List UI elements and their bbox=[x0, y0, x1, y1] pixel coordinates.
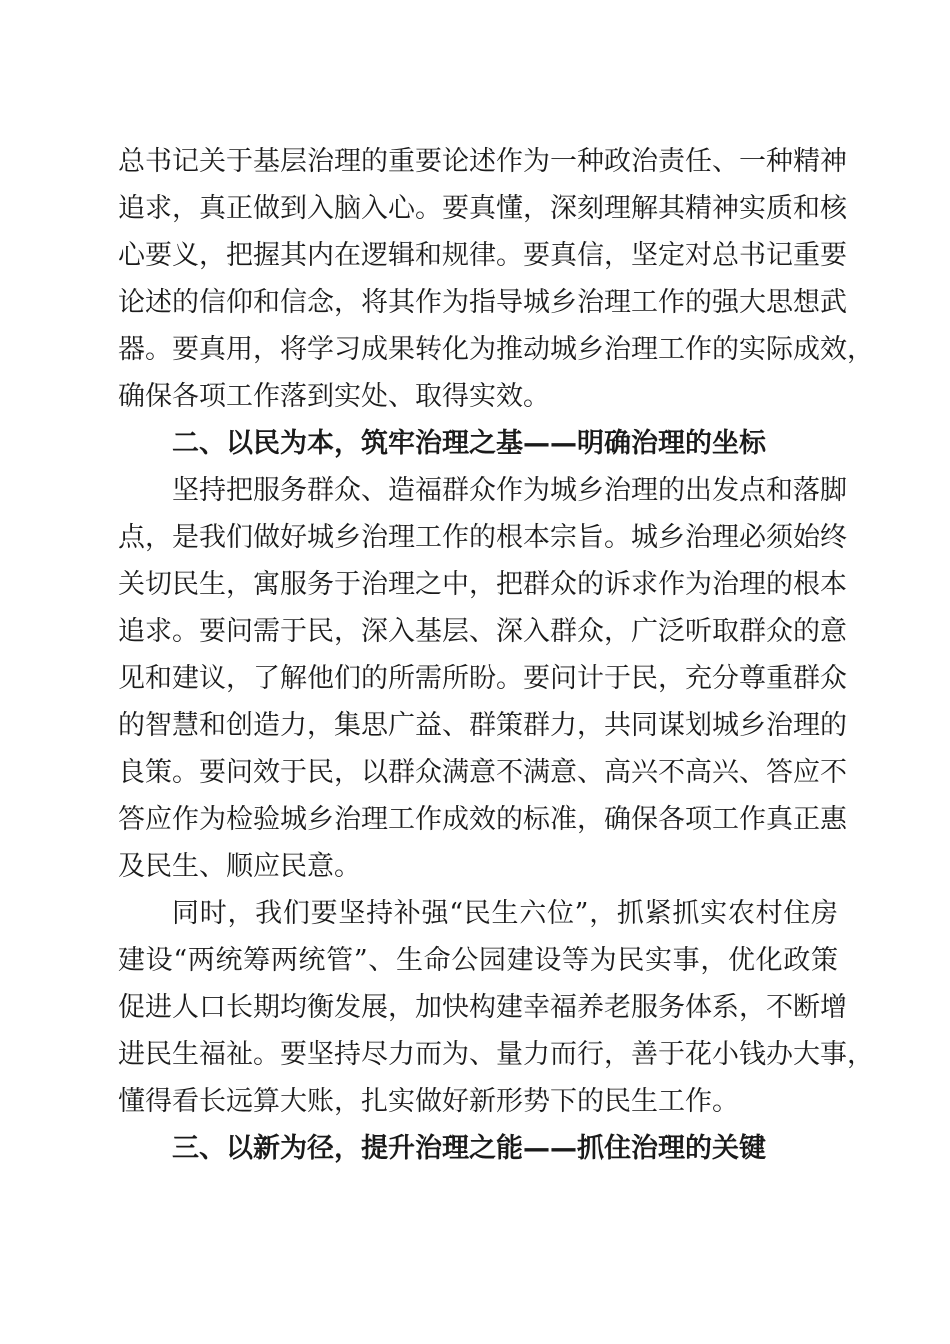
paragraph-2-line-9: 及民生、顺应民意。 bbox=[118, 851, 361, 882]
paragraph-1-line-5: 器。要真用，将学习成果转化为推动城乡治理工作的实际成效， bbox=[118, 334, 874, 365]
paragraph-2-line-7: 良策。要问效于民，以群众满意不满意、高兴不高兴、答应不 bbox=[118, 757, 847, 788]
paragraph-1-line-6: 确保各项工作落到实处、取得实效。 bbox=[118, 381, 550, 412]
paragraph-3-line-3: 促进人口长期均衡发展，加快构建幸福养老服务体系，不断增 bbox=[118, 992, 847, 1023]
paragraph-2-line-4: 追求。要问需于民，深入基层、深入群众，广泛听取群众的意 bbox=[118, 616, 847, 647]
paragraph-2-line-3: 关切民生，寓服务于治理之中，把群众的诉求作为治理的根本 bbox=[118, 569, 847, 600]
paragraph-2-line-8: 答应作为检验城乡治理工作成效的标准，确保各项工作真正惠 bbox=[118, 804, 847, 835]
paragraph-1-line-1: 总书记关于基层治理的重要论述作为一种政治责任、一种精神 bbox=[118, 146, 847, 177]
paragraph-3-line-1: 同时，我们要坚持补强“民生六位”，抓紧抓实农村住房 bbox=[172, 898, 838, 929]
paragraph-3-line-4: 进民生福祉。要坚持尽力而为、量力而行，善于花小钱办大事， bbox=[118, 1039, 874, 1070]
paragraph-1-line-2: 追求，真正做到入脑入心。要真懂，深刻理解其精神实质和核 bbox=[118, 193, 847, 224]
paragraph-3-line-5: 懂得看长远算大账，扎实做好新形势下的民生工作。 bbox=[118, 1086, 739, 1117]
paragraph-2-line-1: 坚持把服务群众、造福群众作为城乡治理的出发点和落脚 bbox=[172, 475, 847, 506]
section-heading-2: 二、以民为本，筑牢治理之基——明确治理的坐标 bbox=[172, 428, 766, 459]
section-heading-3: 三、以新为径，提升治理之能——抓住治理的关键 bbox=[172, 1133, 766, 1164]
paragraph-2-line-2: 点，是我们做好城乡治理工作的根本宗旨。城乡治理必须始终 bbox=[118, 522, 847, 553]
paragraph-1-line-4: 论述的信仰和信念，将其作为指导城乡治理工作的强大思想武 bbox=[118, 287, 847, 318]
paragraph-2-line-6: 的智慧和创造力，集思广益、群策群力，共同谋划城乡治理的 bbox=[118, 710, 847, 741]
paragraph-2-line-5: 见和建议，了解他们的所需所盼。要问计于民，充分尊重群众 bbox=[118, 663, 847, 694]
paragraph-1-line-3: 心要义，把握其内在逻辑和规律。要真信，坚定对总书记重要 bbox=[118, 240, 847, 271]
paragraph-3-line-2: 建设“两统筹两统管”、生命公园建设等为民实事，优化政策 bbox=[118, 945, 838, 976]
